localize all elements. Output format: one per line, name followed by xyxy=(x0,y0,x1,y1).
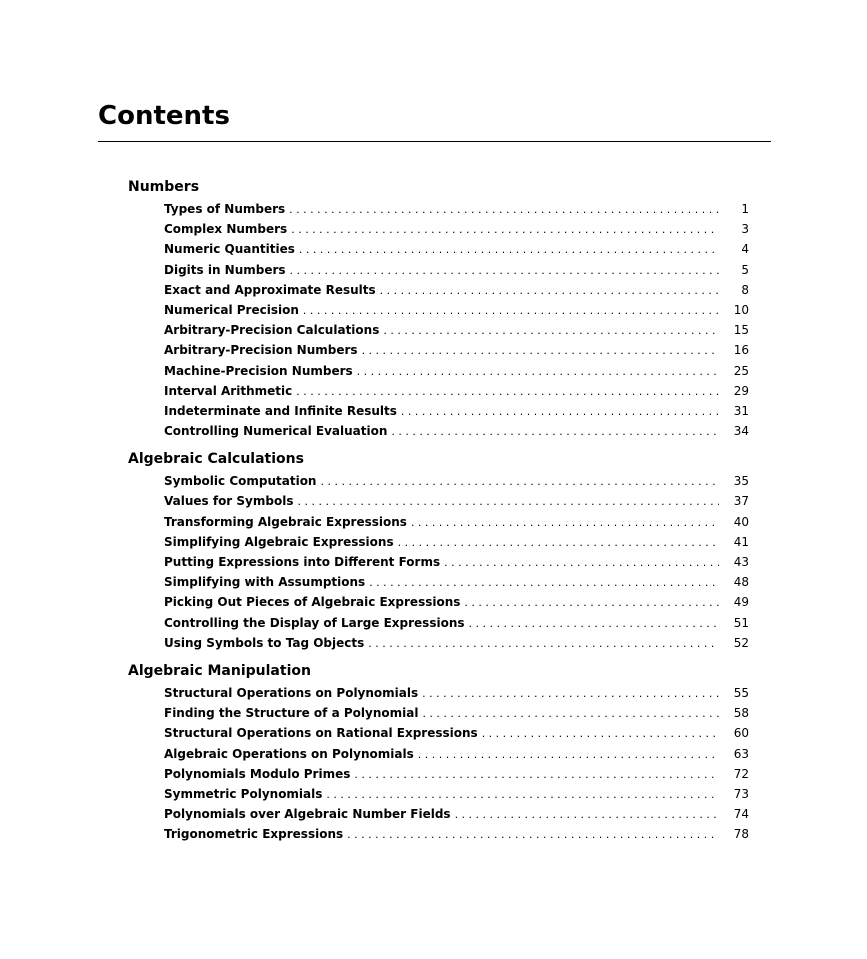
toc-page-number: 41 xyxy=(733,534,749,549)
toc-entry-title: Values for Symbols xyxy=(164,494,294,509)
toc-page-number: 4 xyxy=(741,242,749,257)
toc-entry[interactable] xyxy=(164,552,749,572)
dot-leader xyxy=(422,704,719,724)
toc-entry-title: Transforming Algebraic Expressions xyxy=(164,514,407,529)
toc-page-number: 37 xyxy=(733,494,749,509)
dot-leader xyxy=(296,382,719,402)
toc-entry[interactable] xyxy=(164,361,749,381)
toc-page-number: 74 xyxy=(733,807,749,822)
section-heading: Numbers xyxy=(128,179,200,195)
toc-entry-title: Controlling Numerical Evaluation xyxy=(164,424,388,439)
dot-leader xyxy=(354,765,719,785)
dot-leader xyxy=(289,200,719,220)
toc-entry[interactable] xyxy=(164,633,749,653)
dot-leader xyxy=(455,805,719,825)
toc-entry[interactable] xyxy=(164,804,749,824)
toc-entry[interactable] xyxy=(164,491,749,511)
toc-entry-title: Polynomials Modulo Primes xyxy=(164,766,351,781)
dot-leader xyxy=(469,614,719,634)
dot-leader xyxy=(297,492,719,512)
dot-leader xyxy=(320,472,719,492)
toc-entry[interactable] xyxy=(164,199,749,219)
toc-entry-title: Interval Arithmetic xyxy=(164,383,293,398)
dot-leader xyxy=(391,422,719,442)
toc-page-number: 43 xyxy=(733,555,749,569)
toc-entry[interactable] xyxy=(164,613,749,633)
toc-entry[interactable] xyxy=(164,512,749,532)
toc-entry-title: Arbitrary-Precision Calculations xyxy=(164,323,380,338)
toc-entry[interactable] xyxy=(164,572,749,592)
dot-leader xyxy=(380,281,719,301)
toc-entry-title: Complex Numbers xyxy=(164,222,288,237)
dot-leader xyxy=(303,301,719,321)
toc-entry-title: Structural Operations on Polynomials xyxy=(164,685,419,700)
dot-leader xyxy=(401,402,719,422)
dot-leader xyxy=(357,362,719,382)
toc-page-number: 58 xyxy=(733,706,749,721)
toc-page-number: 51 xyxy=(733,615,749,630)
toc-entry-title: Exact and Approximate Results xyxy=(164,282,376,297)
dot-leader xyxy=(299,240,719,260)
toc-entry[interactable] xyxy=(164,421,749,441)
toc-entry[interactable] xyxy=(164,744,749,764)
toc-entry-title: Picking Out Pieces of Algebraic Expressions xyxy=(164,595,461,610)
toc-entry[interactable] xyxy=(164,381,749,401)
dot-leader xyxy=(418,745,719,765)
page-title: Contents xyxy=(98,101,230,131)
toc-section xyxy=(128,449,749,653)
toc-entry-title: Simplifying with Assumptions xyxy=(164,575,366,590)
toc-entry[interactable] xyxy=(164,401,749,421)
toc-page-number: 10 xyxy=(733,302,749,317)
toc-page-number: 16 xyxy=(733,343,749,358)
toc-entry[interactable] xyxy=(164,723,749,743)
dot-leader xyxy=(369,573,719,593)
toc-entry-title: Simplifying Algebraic Expressions xyxy=(164,534,394,549)
toc-entry-title: Indeterminate and Infinite Results xyxy=(164,403,397,418)
toc-page-number: 48 xyxy=(733,575,749,590)
toc-entry-title: Symmetric Polynomials xyxy=(164,786,323,801)
toc-entry-title: Numeric Quantities xyxy=(164,242,295,257)
toc-entry[interactable] xyxy=(164,260,749,280)
dot-leader xyxy=(368,634,719,654)
toc-page-number: 78 xyxy=(733,827,749,842)
toc-entry[interactable] xyxy=(164,219,749,239)
dot-leader xyxy=(482,724,719,744)
toc-entry-title: Arbitrary-Precision Numbers xyxy=(164,343,358,358)
toc-entry[interactable] xyxy=(164,824,749,844)
dot-leader xyxy=(398,533,719,553)
toc-entry-title: Putting Expressions into Different Forms xyxy=(164,555,441,569)
toc-entry[interactable] xyxy=(164,300,749,320)
toc-section xyxy=(128,177,749,441)
toc-entry-title: Algebraic Operations on Polynomials xyxy=(164,746,414,761)
toc-page-number: 40 xyxy=(733,514,749,529)
dot-leader xyxy=(383,321,719,341)
table-of-contents xyxy=(128,177,749,844)
toc-page-number: 49 xyxy=(733,595,749,610)
toc-page-number: 31 xyxy=(733,403,749,418)
toc-page-number: 25 xyxy=(733,363,749,378)
toc-page-number: 55 xyxy=(733,685,749,700)
toc-entry-title: Digits in Numbers xyxy=(164,262,286,277)
toc-page-number: 5 xyxy=(741,262,749,277)
toc-entry[interactable] xyxy=(164,784,749,804)
toc-entry-title: Trigonometric Expressions xyxy=(164,827,344,842)
dot-leader xyxy=(291,220,719,240)
toc-page-number: 3 xyxy=(741,222,749,237)
toc-entry-title: Machine-Precision Numbers xyxy=(164,363,353,378)
dot-leader xyxy=(362,341,719,361)
toc-entry[interactable] xyxy=(164,532,749,552)
toc-page-number: 60 xyxy=(733,726,749,741)
toc-entry[interactable] xyxy=(164,592,749,612)
toc-entry[interactable] xyxy=(164,764,749,784)
toc-page-number: 29 xyxy=(733,383,749,398)
dot-leader xyxy=(326,785,719,805)
toc-page-number: 63 xyxy=(733,746,749,761)
toc-page-number: 1 xyxy=(741,202,749,216)
toc-entry[interactable] xyxy=(164,280,749,300)
toc-page-number: 52 xyxy=(733,635,749,650)
toc-entry-title: Symbolic Computation xyxy=(164,474,317,489)
toc-entry[interactable] xyxy=(164,703,749,723)
toc-page-number: 72 xyxy=(733,766,749,781)
toc-entry-title: Numerical Precision xyxy=(164,302,299,317)
toc-entry-title: Types of Numbers xyxy=(164,202,286,216)
toc-section xyxy=(128,661,749,845)
section-heading: Algebraic Calculations xyxy=(128,451,304,468)
toc-page-number: 73 xyxy=(733,786,749,801)
dot-leader xyxy=(411,513,719,533)
toc-page-number: 34 xyxy=(733,424,749,439)
section-heading: Algebraic Manipulation xyxy=(128,662,311,679)
toc-entry[interactable] xyxy=(164,683,749,703)
dot-leader xyxy=(290,261,719,281)
toc-entry[interactable] xyxy=(164,239,749,259)
dot-leader xyxy=(444,553,719,573)
dot-leader xyxy=(347,825,719,845)
toc-entry[interactable] xyxy=(164,471,749,491)
toc-entry-title: Structural Operations on Rational Expressions xyxy=(164,726,478,741)
dot-leader xyxy=(464,593,719,613)
toc-page-number: 15 xyxy=(733,323,749,338)
toc-page-number: 35 xyxy=(733,474,749,489)
toc-entry-title: Using Symbols to Tag Objects xyxy=(164,635,365,650)
toc-entry-title: Controlling the Display of Large Expressions xyxy=(164,615,465,630)
toc-entry[interactable] xyxy=(164,340,749,360)
toc-entry[interactable] xyxy=(164,320,749,340)
title-divider xyxy=(98,141,771,142)
toc-entry-title: Polynomials over Algebraic Number Fields xyxy=(164,807,451,822)
toc-entry-title: Finding the Structure of a Polynomial xyxy=(164,706,419,721)
dot-leader xyxy=(422,684,719,704)
toc-page-number: 8 xyxy=(741,282,749,297)
